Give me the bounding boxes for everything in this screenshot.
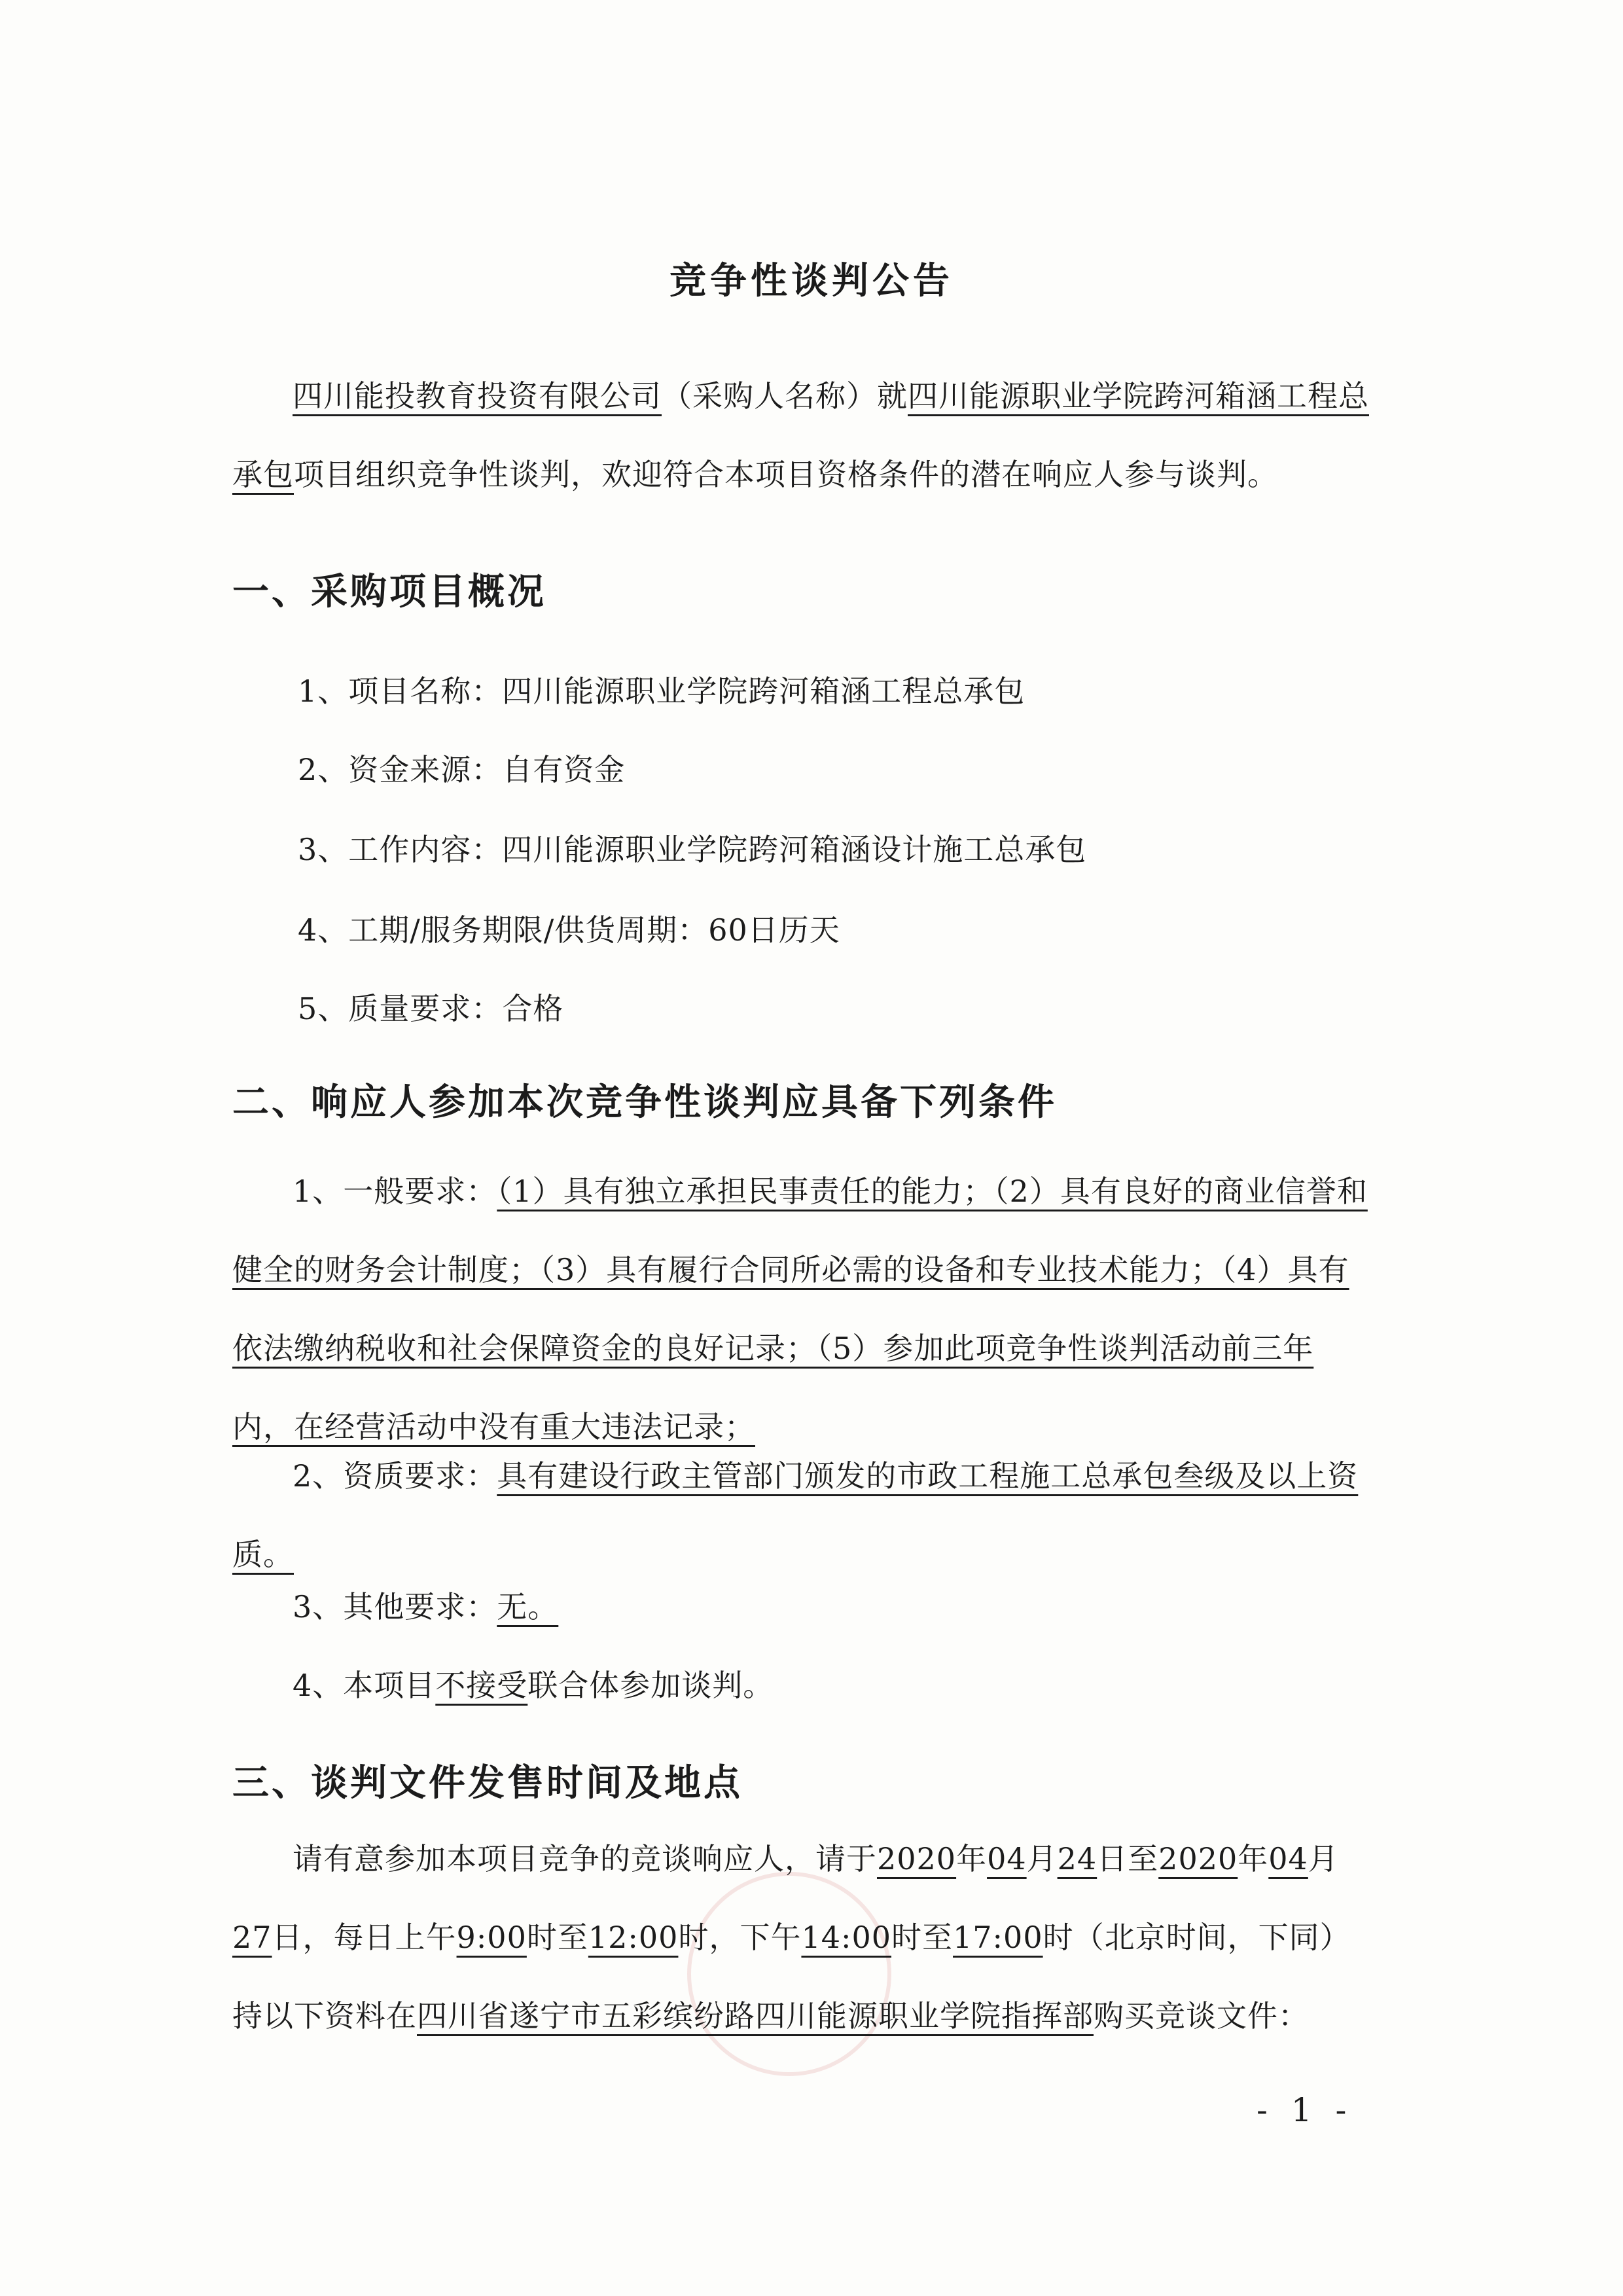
afternoon-end: 17:00 [953,1920,1043,1955]
intro-paragraph [232,357,1371,514]
start-year: 2020 [877,1841,957,1876]
consortium-post: 联合体参加谈判。 [527,1668,774,1703]
qualification-label: 2、资质要求： [293,1458,497,1494]
purchase-text: 购买竞谈文件： [1094,1998,1309,2034]
consortium-pre: 4、本项目 [293,1668,436,1703]
purchaser-note: （采购人名称）就 [662,378,908,414]
general-requirements [232,1152,1371,1466]
afternoon-text: 时，下午 [678,1920,802,1955]
general-text: （1）具有独立承担民事责任的能力；（2）具有良好的商业信誉和健全的财务会计制度；（3）具有履行合同所必需的设备和专业技术能力；（4）具有依法缴纳税收和社会保障资金的良好记录；（5）参加此项竞争性谈判活动前三年内，在经营活动中没有重大违法记录； [232,1174,1368,1444]
intro-rest: 项目组织竞争性谈判，欢迎符合本项目资格条件的潜在响应人参与谈判。 [294,457,1278,492]
end-month: 04 [1268,1841,1308,1876]
year-char: 年 [956,1841,988,1876]
consortium-not-accepted: 不接受 [435,1668,528,1703]
until-text: 时至 [526,1920,588,1955]
start-day: 24 [1057,1841,1097,1876]
section-2-heading: 二、响应人参加本次竞争性谈判应具备下列条件 [232,1081,1057,1124]
consortium-clause [232,1646,1371,1725]
afternoon-start: 14:00 [801,1920,892,1955]
qualification-text: 具有建设行政主管部门颁发的市政工程施工总承包叁级及以上资质。 [232,1458,1359,1572]
day-to-text: 日至 [1097,1841,1159,1876]
morning-end: 12:00 [588,1920,679,1955]
daily-morning-text: 日，每日上午 [272,1920,457,1955]
morning-start: 9:00 [456,1920,527,1955]
month-char: 月 [1308,1841,1339,1876]
project-name: 四川能源职业学院跨河箱涵工程总承包 [232,378,1369,492]
page-number: - 1 - [1257,2091,1353,2129]
sale-time-paragraph [232,1820,1371,2055]
end-year: 2020 [1158,1841,1238,1876]
general-label: 1、一般要求： [293,1174,497,1209]
month-char: 月 [1026,1841,1058,1876]
other-requirements [232,1568,1371,1646]
beijing-time-text: 时（北京时间，下同）持以下资料在 [232,1920,1351,2034]
sale-text: 请有意参加本项目竞争的竞谈响应人，请于 [293,1841,877,1876]
end-day: 27 [232,1920,272,1955]
other-text: 无。 [497,1589,559,1624]
sale-location: 四川省遂宁市五彩缤纷路四川能源职业学院指挥部 [417,1998,1094,2034]
section-1-heading: 一、采购项目概况 [232,571,546,613]
start-month: 04 [987,1841,1027,1876]
section-1-item: 4、工期/服务期限/供货周期：60日历天 [298,912,840,948]
purchaser-name: 四川能投教育投资有限公司 [293,378,662,414]
year-char: 年 [1238,1841,1269,1876]
other-label: 3、其他要求： [293,1589,497,1624]
until-text: 时至 [891,1920,954,1955]
section-3-heading: 三、谈判文件发售时间及地点 [232,1762,743,1804]
section-1-item: 1、项目名称：四川能源职业学院跨河箱涵工程总承包 [298,673,1026,709]
section-1-item: 2、资金来源：自有资金 [298,752,626,787]
section-1-item: 3、工作内容：四川能源职业学院跨河箱涵设计施工总承包 [298,832,1087,867]
page-title: 竞争性谈判公告 [669,259,954,302]
section-1-item: 5、质量要求：合格 [298,991,564,1026]
